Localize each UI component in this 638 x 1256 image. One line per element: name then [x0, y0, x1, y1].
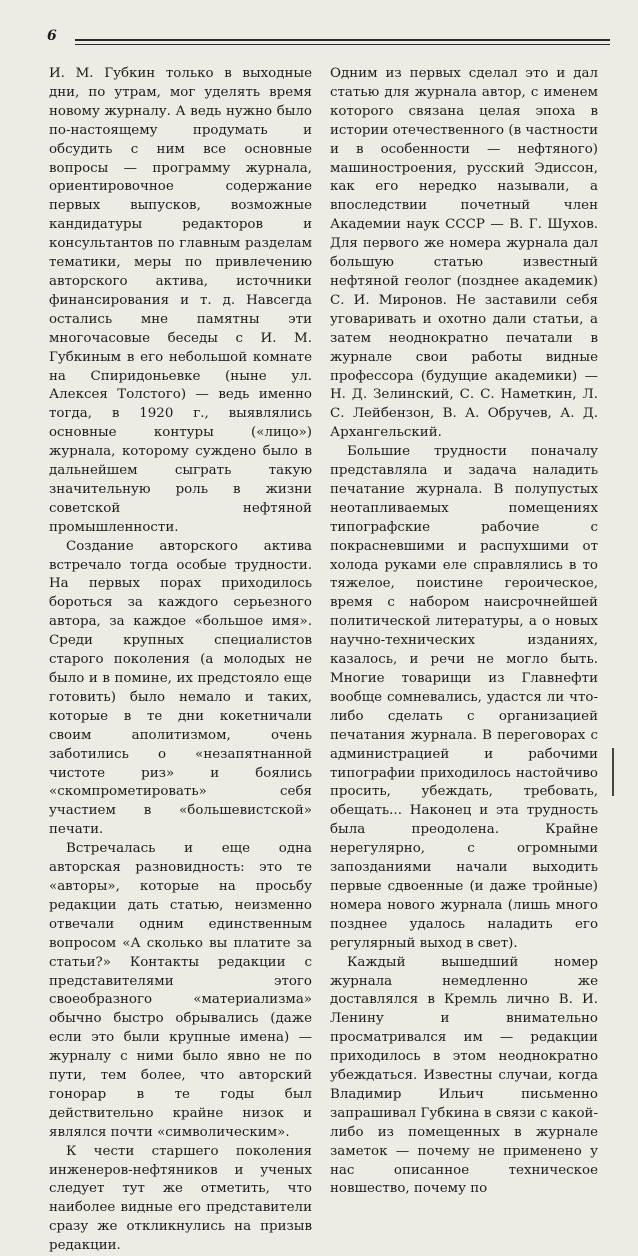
paragraph: Создание авторского актива встречало тогда особые трудности. На первых порах приходилось бороться за каждого серьезного автора, за каждое «большое имя». Среди крупных специалистов старого поколения (а молодых не было и в помине, их предстояло еще готовить) было немало и таких, которые в те дни кокетничали своим аполитизмом, очень заботились о «незапятнанной чистоте риз» и боялись «скомпрометировать» себя участием в «большевистской» печати.: [49, 538, 312, 838]
header-rule-thin: [75, 44, 610, 45]
paragraph: Каждый вышедший номер журнала немедленно же доставлялся в Кремль лично В. И. Ленину и внимательно просматривался им — редакции приходилось в этом неоднократно убеждаться. Известны случаи, когда Владимир Ильич письменно запрашивал Губкина в связи с какой-либо из помещенных в журнале заметок — почему не применено у нас описанное техническое новшество, почему по: [330, 954, 598, 1197]
page-number: 6: [47, 28, 57, 44]
left-column: [49, 65, 312, 1256]
paragraph: Большие трудности поначалу представляла и задача наладить печатание журнала. В полупустых неотапливаемых помещениях типографские рабочие с покрасневшими и распухшими от холода руками еле справлялись в то тяжелое, поистине героическое, время с набором наисрочнейшей политической литературы, а о новых научно-технических изданиях, казалось, и речи не могло быть. Многие товарищи из Главнефти вообще сомневались, удастся ли что-либо сделать с организацией печатания журнала. В переговорах с администрацией и рабочими типографии приходилось настойчиво просить, убеждать, требовать, обещать... Наконец и эта трудность была преодолена. Крайне нерегулярно, с огромными запозданиями начали выходить первые сдвоенные (и даже тройные) номера нового журнала (лишь много позднее удалось наладить его регулярный выход в свет).: [330, 444, 598, 951]
paragraph: Одним из первых сделал это и дал статью для журнала автор, с именем которого связана целая эпоха в истории отечественного (в частности и в особенности — нефтяного) машиностроения, русский Эдиссон, как его нередко называли, а впоследствии почетный член Академии наук СССР — В. Г. Шухов. Для первого же номера журнала дал большую статью известный нефтяной геолог (позднее академик) С. И. Миронов. Не заставили себя уговаривать и охотно дали статьи, а затем неоднократно печатали в журнале свои работы видные профессора (будущие академики) — Н. Д. Зелинский, С. С. Наметкин, Л. С. Лейбензон, В. А. Обручев, А. Д. Архангельский.: [330, 66, 598, 441]
header-rule: [75, 39, 610, 41]
margin-pencil-mark: [612, 748, 614, 796]
paragraph: Встречалась и еще одна авторская разновидность: это те «авторы», которые на просьбу редакции дать статью, неизменно отвечали одним единственным вопросом «А сколько вы платите за статьи?» Контакты редакции с представителями этого своеобразного «материализма» обычно быстро обрывались (даже если это были крупные имена) — журналу с ними было явно не по пути, тем более, что авторский гонорар в те годы был действительно крайне низок и являлся почти «символическим».: [49, 841, 312, 1140]
paragraph: И. М. Губкин только в выходные дни, по утрам, мог уделять время новому журналу. А ведь нужно было по-настоящему продумать и обсудить с ним все основные вопросы — программу журнала, ориентировочное содержание первых выпусков, возможные кандидатуры редакторов и консультантов по главным разделам тематики, меры по привлечению авторского актива, источники финансирования и т. д. Навсегда остались мне памятны эти многочасовые беседы с И. М. Губкиным в его небольшой комнате на Спиридоньевке (ныне ул. Алексея Толстого) — ведь именно тогда, в 1920 г., выявлялись основные контуры («лицо») журнала, которому суждено было в дальнейшем сыграть такую значительную роль в жизни советской нефтяной промышленности.: [49, 66, 312, 535]
paragraph: К чести старшего поколения инженеров-нефтяников и ученых следует тут же отметить, что наиболее видные его представители сразу же откликнулись на призыв редакции.: [49, 1143, 312, 1254]
right-column: [330, 65, 598, 1199]
